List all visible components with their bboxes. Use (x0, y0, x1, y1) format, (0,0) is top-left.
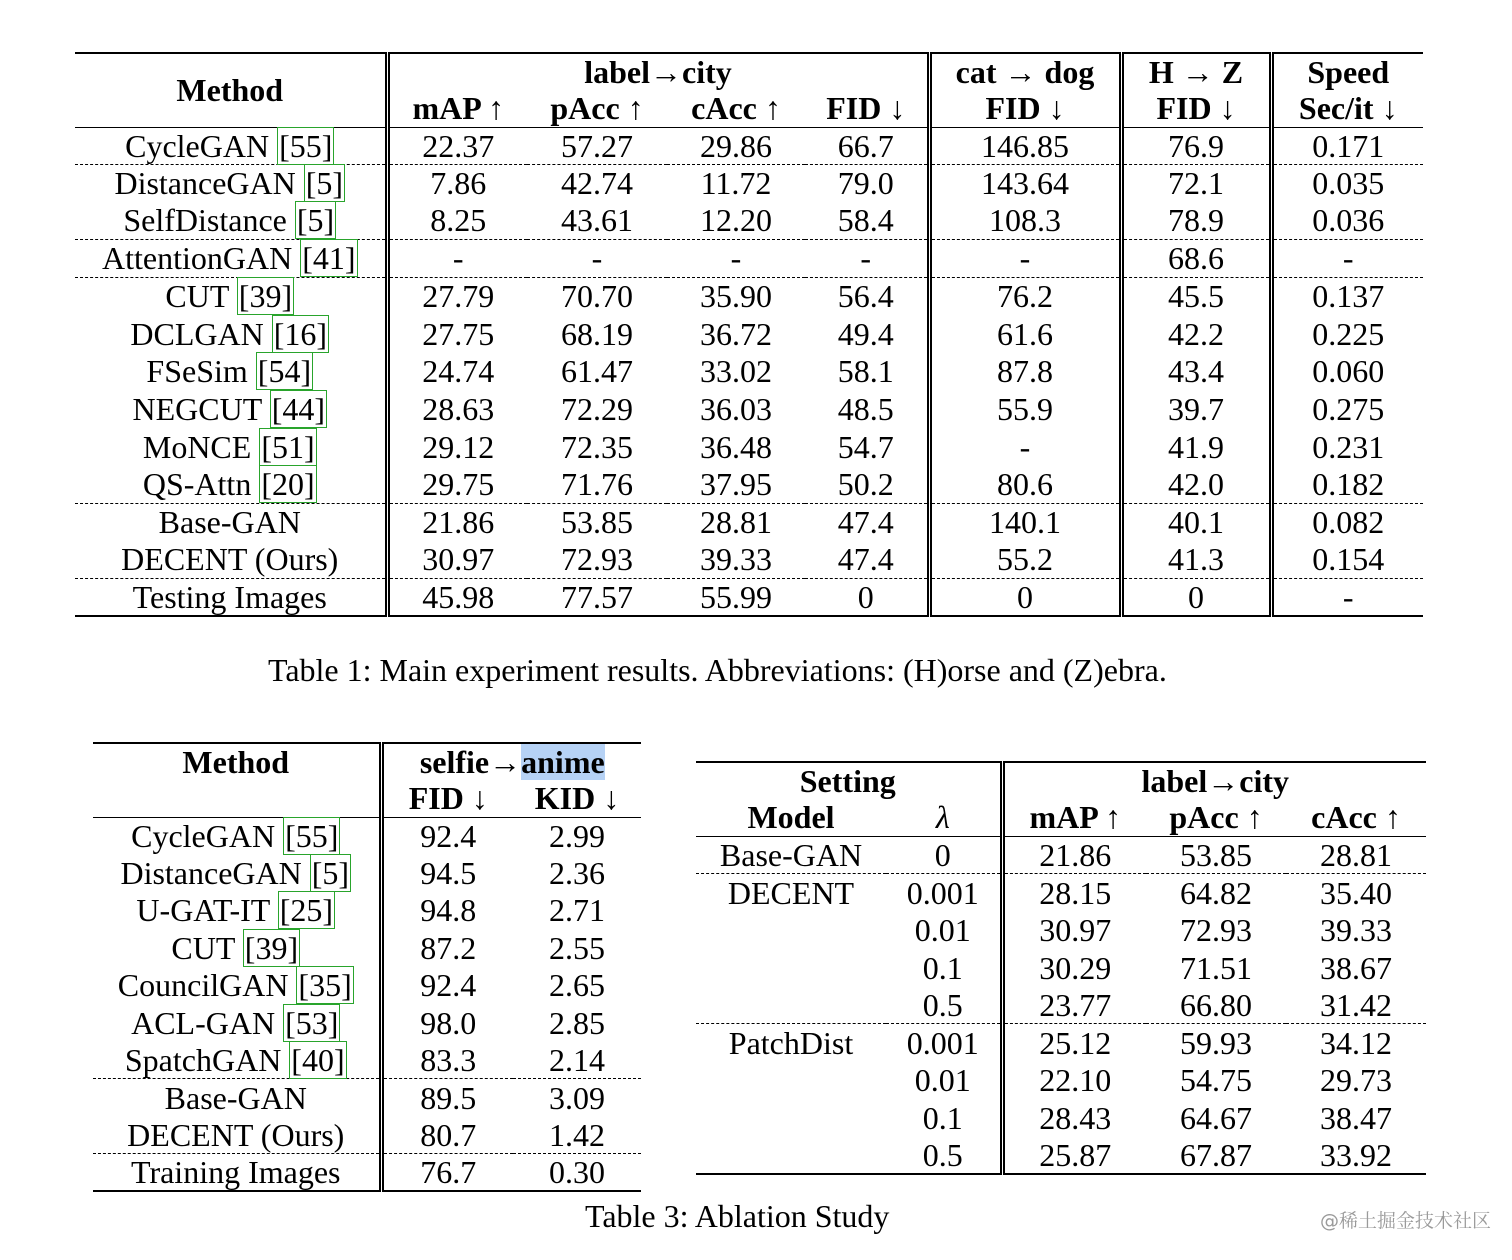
table-row (696, 949, 1426, 987)
speed-value: 0.275 (1271, 390, 1423, 428)
catdog-fid-value: 140.1 (929, 503, 1121, 541)
method-name: CUT (165, 278, 229, 315)
method-name: SpatchGAN (124, 1041, 282, 1078)
method-name: Base-GAN (164, 1079, 307, 1116)
hz-fid-value: 78.9 (1121, 202, 1271, 240)
cacc-value: 39.33 (700, 541, 772, 578)
model-name (696, 911, 886, 949)
horse-zebra-header: H → Z (1121, 53, 1271, 89)
catdog-fid-value: 55.2 (929, 541, 1121, 579)
pacc-value: 71.76 (561, 466, 633, 503)
pacc-value: 43.61 (561, 202, 633, 239)
map-value: 27.79 (387, 277, 527, 315)
table-row (93, 892, 641, 929)
main-results-table (75, 52, 1423, 617)
citation-link[interactable]: [51] (261, 428, 315, 465)
table-row (75, 428, 1423, 466)
table-row (696, 911, 1426, 949)
fid-value: 76.7 (381, 1154, 513, 1191)
method-cell (93, 1116, 381, 1153)
method-name: NEGCUT (132, 390, 262, 427)
map-value: 45.98 (387, 579, 527, 617)
catdog-fid-value: 0 (929, 579, 1121, 617)
citation-link[interactable]: [54] (257, 353, 312, 390)
fid-value: 48.5 (837, 390, 894, 427)
catdog-fid-value: 146.85 (929, 127, 1121, 164)
cacc-value: 28.81 (667, 503, 805, 541)
model-name: DECENT (696, 874, 886, 912)
hz-fid-value: 39.7 (1121, 390, 1271, 428)
fid-value: 92.4 (381, 967, 513, 1004)
hz-fid-value: 40.1 (1121, 503, 1271, 541)
kid-value: 2.65 (549, 967, 605, 1004)
table-row (93, 1041, 641, 1078)
table-row (93, 854, 641, 891)
table-row (75, 390, 1423, 428)
method-cell (75, 390, 387, 428)
pacc-value: - (527, 239, 667, 277)
lambda-value: 0.001 (886, 874, 1002, 912)
pacc-value: 68.19 (561, 315, 633, 352)
kid-value: 2.85 (549, 1004, 605, 1041)
citation-link[interactable]: [44] (271, 390, 325, 427)
table-row (696, 986, 1426, 1024)
method-cell (75, 127, 387, 164)
method-cell (75, 352, 387, 390)
hz-fid-value: 41.3 (1121, 541, 1271, 579)
table-row (75, 164, 1423, 202)
cacc-value: 38.67 (1320, 949, 1392, 986)
fid-value: 94.8 (381, 892, 513, 929)
method-name: U-GAT-IT (136, 892, 270, 929)
method-name: CouncilGAN (117, 967, 289, 1004)
table-row (75, 541, 1423, 579)
map-header: mAP ↑ (387, 89, 527, 127)
lambda-header: λ (886, 798, 1002, 836)
pacc-header: pAcc ↑ (1146, 798, 1286, 836)
table-row (696, 1062, 1426, 1100)
speed-value: 0.035 (1271, 164, 1423, 202)
cacc-value: 39.33 (1320, 911, 1392, 948)
fid-value: - (805, 239, 929, 277)
method-name: SelfDistance (123, 202, 287, 239)
model-name: PatchDist (696, 1024, 886, 1062)
table-row (696, 1137, 1426, 1175)
hz-fid-value: 0 (1121, 579, 1271, 617)
map-value: 25.87 (1002, 1137, 1146, 1175)
method-cell (75, 277, 387, 315)
map-value: 21.86 (387, 503, 527, 541)
map-value: 27.75 (387, 315, 527, 353)
speed-value: 0.036 (1271, 202, 1423, 240)
fid-value: 50.2 (837, 466, 894, 503)
cacc-value: 34.12 (1286, 1024, 1426, 1062)
method-name: DCLGAN (130, 315, 264, 352)
catdog-fid-value: - (929, 428, 1121, 466)
citation-link[interactable]: [55] (279, 127, 333, 164)
hz-fid-value: 41.9 (1121, 428, 1271, 466)
method-cell (75, 466, 387, 504)
cacc-value: 12.20 (700, 202, 772, 239)
citation-link[interactable]: [55] (285, 817, 339, 854)
pacc-value: 53.85 (527, 503, 667, 541)
method-header: Method (75, 53, 387, 127)
kid-header: KID ↓ (513, 779, 641, 817)
pacc-value: 66.80 (1180, 986, 1252, 1023)
map-value: 25.12 (1002, 1024, 1146, 1062)
kid-value: 2.55 (549, 929, 605, 966)
method-name: CUT (171, 929, 235, 966)
map-value: 28.15 (1002, 874, 1146, 912)
map-value: - (387, 239, 527, 277)
cacc-value: 35.40 (1286, 874, 1426, 912)
method-name: Base-GAN (158, 504, 301, 541)
fid-value: 58.1 (837, 353, 894, 390)
watermark: @稀土掘金技术社区 (1320, 1210, 1492, 1232)
kid-value: 2.36 (549, 855, 605, 892)
fid-value: 94.5 (381, 854, 513, 891)
table-row (75, 503, 1423, 541)
citation-link[interactable]: [5] (296, 202, 335, 239)
cacc-value: 28.81 (1320, 836, 1392, 873)
map-value: 8.25 (387, 202, 527, 240)
pacc-value: 77.57 (527, 579, 667, 617)
model-name (696, 949, 886, 987)
table-row (696, 1099, 1426, 1137)
fid-value: 49.4 (837, 315, 894, 352)
cacc-value: 29.86 (700, 127, 772, 164)
catdog-fid-value: 76.2 (929, 277, 1121, 315)
fid-value: 0 (805, 579, 929, 617)
method-header: Method (93, 743, 381, 817)
table-row (93, 817, 641, 854)
lambda-value: 0 (934, 836, 951, 873)
catdog-fid-header: FID ↓ (929, 89, 1121, 127)
cacc-value: 33.02 (700, 353, 772, 390)
hz-fid-value: 45.5 (1121, 277, 1271, 315)
model-name (696, 986, 886, 1024)
model-name (696, 1099, 886, 1137)
table-row (75, 315, 1423, 353)
table-row (75, 466, 1423, 504)
fid-header: FID ↓ (381, 779, 513, 817)
table-row (75, 579, 1423, 617)
method-cell (75, 541, 387, 579)
pacc-header: pAcc ↑ (527, 89, 667, 127)
method-cell (75, 579, 387, 617)
method-cell (93, 967, 381, 1004)
pacc-value: 42.74 (527, 164, 667, 202)
map-header: mAP ↑ (1002, 798, 1146, 836)
method-name: QS-Attn (142, 466, 252, 503)
cat-dog-header: cat → dog (929, 53, 1121, 89)
method-name: FSeSim (146, 353, 248, 390)
hz-fid-value: 72.1 (1121, 164, 1271, 202)
map-value: 30.97 (1002, 911, 1146, 949)
fid-value: 47.4 (805, 503, 929, 541)
kid-value: 1.42 (549, 1116, 605, 1153)
speed-value: 0.171 (1271, 127, 1423, 164)
model-name: Base-GAN (719, 836, 863, 873)
table-row (93, 1004, 641, 1041)
hz-fid-value: 68.6 (1121, 239, 1271, 277)
catdog-fid-value: 61.6 (929, 315, 1121, 353)
method-cell (93, 929, 381, 966)
method-name: DistanceGAN (114, 165, 296, 202)
speed-value: 0.137 (1271, 277, 1423, 315)
citation-link[interactable]: [5] (311, 855, 350, 892)
fid-value: 58.4 (837, 202, 894, 239)
cacc-value: 36.03 (700, 390, 772, 427)
citation-link[interactable]: [20] (261, 466, 315, 503)
citation-link[interactable]: [35] (298, 967, 352, 1004)
method-cell (93, 1004, 381, 1041)
method-cell (93, 1041, 381, 1078)
cacc-value: 36.72 (700, 315, 772, 352)
table-row (75, 239, 1423, 277)
map-value: 28.63 (387, 390, 527, 428)
map-value: 23.77 (1002, 986, 1146, 1024)
method-name: DECENT (Ours) (121, 541, 339, 578)
hz-fid-value: 76.9 (1121, 127, 1271, 164)
hz-fid-value: 42.2 (1121, 315, 1271, 353)
citation-link[interactable]: [39] (238, 278, 293, 315)
map-value: 22.37 (387, 127, 527, 164)
map-value: 30.97 (387, 541, 527, 579)
pacc-value: 72.93 (561, 541, 633, 578)
fid-value: 47.4 (837, 541, 894, 578)
lambda-value: 0.5 (922, 986, 963, 1023)
anime-header-text: anime (521, 743, 605, 780)
lambda-value: 0.01 (914, 1062, 971, 1099)
map-value: 24.74 (387, 352, 527, 390)
cacc-value: - (667, 239, 805, 277)
selfie-header-text: selfie→ (419, 743, 522, 780)
catdog-fid-value: 143.64 (929, 164, 1121, 202)
method-cell (75, 428, 387, 466)
pacc-value: 67.87 (1180, 1137, 1252, 1174)
table1-caption: Table 1: Main experiment results. Abbreviations: (H)orse and (Z)ebra. (268, 652, 1167, 688)
method-cell (93, 817, 381, 854)
cacc-value: 37.95 (700, 466, 772, 503)
method-cell (93, 854, 381, 891)
cacc-header: cAcc ↑ (1286, 798, 1426, 836)
method-name: Testing Images (132, 579, 327, 616)
fid-value: 79.0 (805, 164, 929, 202)
fid-value: 83.3 (381, 1041, 513, 1078)
hz-fid-value: 42.0 (1121, 466, 1271, 504)
fid-header: FID ↓ (805, 89, 929, 127)
pacc-value: 61.47 (561, 353, 633, 390)
speed-value: 0.154 (1271, 541, 1423, 579)
table-row (93, 967, 641, 1004)
catdog-fid-value: - (929, 239, 1121, 277)
table-row (93, 1079, 641, 1116)
lambda-value: 0.001 (886, 1024, 1002, 1062)
method-name: CycleGAN (131, 817, 276, 854)
kid-value: 3.09 (513, 1079, 641, 1116)
pacc-value: 57.27 (561, 127, 633, 164)
setting-header: Setting (799, 762, 896, 799)
pacc-value: 72.93 (1180, 911, 1252, 948)
cacc-value: 38.47 (1320, 1099, 1392, 1136)
pacc-value: 71.51 (1180, 949, 1252, 986)
table-row (75, 202, 1423, 240)
method-cell (75, 202, 387, 240)
method-cell (75, 239, 387, 277)
pacc-value: 72.35 (561, 428, 633, 465)
citation-link[interactable]: [41] (302, 240, 356, 277)
catdog-fid-value: 80.6 (929, 466, 1121, 504)
pacc-value: 72.29 (561, 390, 633, 427)
speed-value: 0.231 (1271, 428, 1423, 466)
fid-value: 80.7 (381, 1116, 513, 1153)
lambda-value: 0.5 (922, 1137, 963, 1174)
model-name (696, 1062, 886, 1100)
table-row (75, 127, 1423, 164)
cacc-value: 35.90 (667, 277, 805, 315)
lambda-value: 0.1 (922, 949, 963, 986)
cacc-value: 29.73 (1320, 1062, 1392, 1099)
catdog-fid-value: 87.8 (929, 352, 1121, 390)
ablation-table (696, 761, 1426, 1175)
speed-value: 0.082 (1271, 503, 1423, 541)
fid-value: 89.5 (381, 1079, 513, 1116)
selfie-anime-table (93, 742, 641, 1192)
sec-per-it-header: Sec/it ↓ (1271, 89, 1423, 127)
kid-value: 0.30 (513, 1154, 641, 1191)
citation-link[interactable]: [53] (285, 1004, 339, 1041)
table-row (93, 929, 641, 966)
method-cell (93, 892, 381, 929)
method-name: MoNCE (142, 428, 252, 465)
pacc-value: 64.67 (1180, 1099, 1252, 1136)
map-value: 7.86 (387, 164, 527, 202)
speed-value: - (1271, 239, 1423, 277)
citation-link[interactable]: [39] (244, 929, 299, 966)
speed-value: - (1271, 579, 1423, 617)
speed-value: 0.225 (1271, 315, 1423, 353)
table-row (696, 874, 1426, 912)
speed-header: Speed (1271, 53, 1423, 89)
speed-value: 0.060 (1271, 352, 1423, 390)
speed-value: 0.182 (1271, 466, 1423, 504)
table-row (93, 1154, 641, 1191)
cacc-value: 33.92 (1320, 1137, 1392, 1174)
model-header: Model (696, 798, 886, 836)
catdog-fid-value: 108.3 (929, 202, 1121, 240)
lambda-value: 0.01 (914, 911, 971, 948)
selfie-anime-header (381, 743, 641, 779)
fid-value: 92.4 (381, 817, 513, 854)
hz-fid-header: FID ↓ (1121, 89, 1271, 127)
fid-value: 87.2 (381, 929, 513, 966)
method-cell (75, 315, 387, 353)
fid-value: 54.7 (837, 428, 894, 465)
citation-link[interactable]: [5] (305, 165, 344, 202)
pacc-value: 54.75 (1180, 1062, 1252, 1099)
method-cell (75, 164, 387, 202)
fid-value: 56.4 (805, 277, 929, 315)
pacc-value: 64.82 (1146, 874, 1286, 912)
kid-value: 2.14 (549, 1041, 605, 1078)
pacc-value: 70.70 (527, 277, 667, 315)
cacc-value: 31.42 (1320, 986, 1392, 1023)
citation-link[interactable]: [25] (279, 892, 334, 929)
citation-link[interactable]: [16] (273, 315, 328, 352)
table-row (75, 352, 1423, 390)
pacc-value: 53.85 (1180, 836, 1252, 873)
table-row (696, 836, 1426, 874)
label-city-header: label→city (1002, 762, 1426, 798)
fid-value: 98.0 (381, 1004, 513, 1041)
map-value: 28.43 (1002, 1099, 1146, 1137)
table-row (93, 1116, 641, 1153)
map-value: 21.86 (1002, 836, 1146, 874)
hz-fid-value: 43.4 (1121, 352, 1271, 390)
catdog-fid-value: 55.9 (929, 390, 1121, 428)
map-value: 22.10 (1002, 1062, 1146, 1100)
method-cell (93, 1154, 381, 1191)
method-name: AttentionGAN (101, 240, 293, 277)
lambda-value: 0.1 (922, 1099, 963, 1136)
map-value: 30.29 (1002, 949, 1146, 987)
cacc-value: 11.72 (667, 164, 805, 202)
method-name: DECENT (Ours) (127, 1116, 345, 1153)
fid-value: 66.7 (837, 127, 894, 164)
cacc-value: 36.48 (700, 428, 772, 465)
citation-link[interactable]: [40] (291, 1041, 345, 1078)
model-name (696, 1137, 886, 1175)
map-value: 29.12 (387, 428, 527, 466)
kid-value: 2.71 (549, 892, 605, 929)
method-cell (93, 1079, 381, 1116)
method-name: CycleGAN (125, 127, 270, 164)
method-name: Training Images (131, 1153, 341, 1190)
method-name: DistanceGAN (120, 855, 302, 892)
method-cell (75, 503, 387, 541)
table-row (75, 277, 1423, 315)
method-name: ACL-GAN (131, 1004, 276, 1041)
kid-value: 2.99 (549, 817, 605, 854)
pacc-value: 59.93 (1146, 1024, 1286, 1062)
table-row (696, 1024, 1426, 1062)
label-city-header: label→city (387, 53, 929, 89)
table3-caption: Table 3: Ablation Study (585, 1198, 890, 1234)
map-value: 29.75 (387, 466, 527, 504)
cacc-value: 55.99 (667, 579, 805, 617)
cacc-header: cAcc ↑ (667, 89, 805, 127)
